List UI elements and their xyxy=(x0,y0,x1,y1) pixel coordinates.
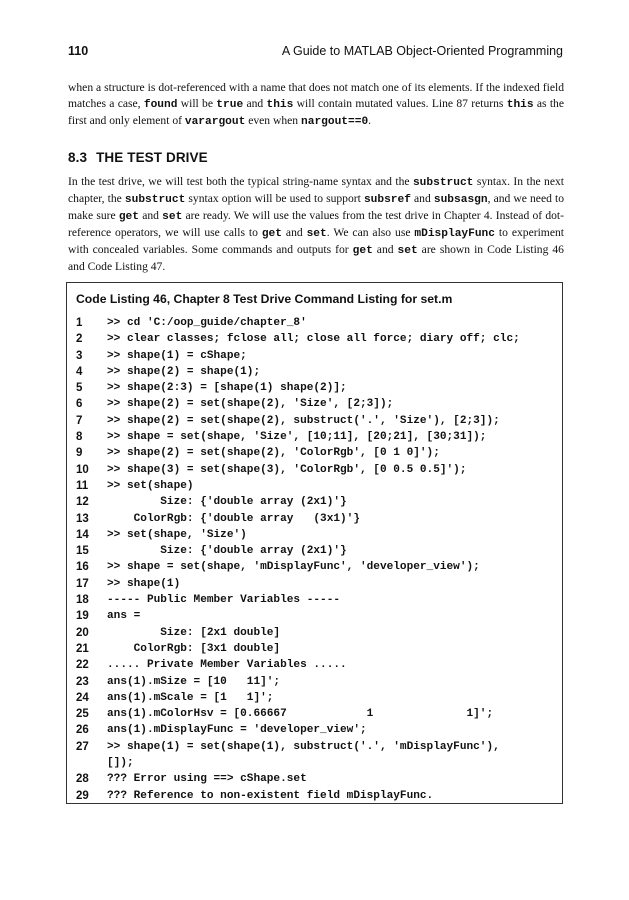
line-number: 11 xyxy=(76,479,89,492)
line-number: 15 xyxy=(76,545,89,558)
inline-code: true xyxy=(216,99,244,111)
code-text: ColorRgb: {'double array (3x1)'} xyxy=(107,512,360,525)
code-line xyxy=(76,348,558,364)
line-number: 18 xyxy=(76,594,89,607)
line-number: 27 xyxy=(76,740,89,753)
inline-code: get xyxy=(118,211,139,223)
code-line xyxy=(76,364,558,380)
code-listing-title: Code Listing 46, Chapter 8 Test Drive Command Listing for set.m xyxy=(76,292,453,306)
paragraph-text: . xyxy=(368,114,372,127)
code-line xyxy=(76,511,558,527)
paragraph-text: and xyxy=(243,97,267,110)
code-text: >> cd 'C:/oop_guide/chapter_8' xyxy=(107,317,307,329)
line-number: 20 xyxy=(76,626,89,639)
code-text: >> shape(2) = set(shape(2), 'Size', [2;3]); xyxy=(107,398,394,411)
paragraph-text: will contain mutated values. Line 87 returns xyxy=(293,97,507,110)
code-text: ??? Reference to non-existent field mDisplayFunc. xyxy=(107,789,434,802)
code-text: ??? Error using ==> cShape.set xyxy=(107,773,307,786)
inline-code: this xyxy=(506,99,534,111)
code-text: Size: {'double array (2x1)'} xyxy=(107,496,347,509)
code-text: >> shape(1) = cShape; xyxy=(107,349,247,362)
line-number: 19 xyxy=(76,610,89,623)
line-number: 6 xyxy=(76,398,83,411)
code-text: Size: {'double array (2x1)'} xyxy=(107,545,347,558)
intro-paragraph xyxy=(68,80,564,130)
page-header xyxy=(68,44,563,62)
section-heading xyxy=(68,150,208,165)
line-number: 12 xyxy=(76,496,89,509)
code-line xyxy=(76,413,558,429)
paragraph-text: are ready. We will use the values from the test drive in Chapter 4. Instead of dot-reference operators, we will use calls to xyxy=(68,209,564,239)
code-line xyxy=(76,771,558,787)
line-number: 28 xyxy=(76,773,89,786)
code-line xyxy=(76,788,558,804)
body-paragraph xyxy=(68,174,564,275)
code-text: ..... Private Member Variables ..... xyxy=(107,659,347,672)
code-line xyxy=(76,690,558,706)
code-text: >> shape = set(shape, 'mDisplayFunc', 'developer_view'); xyxy=(107,561,480,574)
code-text: >> shape(3) = set(shape(3), 'ColorRgb', [0 0.5 0.5]'); xyxy=(107,463,467,476)
section-number: 8.3 xyxy=(68,150,88,165)
paragraph-text: syntax. In the next chapter, the xyxy=(68,175,565,205)
line-number: 22 xyxy=(76,659,89,672)
inline-code: set xyxy=(306,228,327,240)
paragraph-text: and xyxy=(282,226,307,239)
line-number: 5 xyxy=(76,382,83,395)
line-number: 1 xyxy=(76,317,83,329)
running-title: A Guide to MATLAB Object-Oriented Programming xyxy=(281,44,563,58)
code-line xyxy=(76,462,558,478)
inline-code: varargout xyxy=(184,116,246,128)
line-number: 29 xyxy=(76,789,89,802)
code-text: >> set(shape) xyxy=(107,479,194,492)
line-number: 13 xyxy=(76,512,89,525)
code-text: ans(1).mSize = [10 11]'; xyxy=(107,675,281,688)
inline-code: nargout==0 xyxy=(301,116,369,128)
code-line xyxy=(76,315,558,331)
code-text: >> shape(2:3) = [shape(1) shape(2)]; xyxy=(107,382,347,395)
line-number: 4 xyxy=(76,365,83,378)
line-number: 7 xyxy=(76,414,83,427)
inline-code: found xyxy=(143,99,178,111)
code-line xyxy=(76,380,558,396)
code-line xyxy=(76,657,558,673)
paragraph-text: will be xyxy=(177,97,217,110)
paragraph-text: and xyxy=(410,192,434,205)
paragraph-text: even when xyxy=(245,114,302,127)
code-text: ----- Public Member Variables ----- xyxy=(107,594,341,607)
code-text: ans(1).mDisplayFunc = 'developer_view'; xyxy=(107,724,367,737)
line-number: 9 xyxy=(76,447,83,460)
page-number: 110 xyxy=(68,44,89,58)
line-number: 10 xyxy=(76,463,89,476)
paragraph-text: In the test drive, we will test both the typical string-name syntax and the xyxy=(68,175,413,188)
code-line xyxy=(76,543,558,559)
paragraph-text: , and we need to make sure xyxy=(68,192,564,222)
inline-code: set xyxy=(162,211,183,223)
inline-code: set xyxy=(397,245,418,257)
code-line xyxy=(76,396,558,412)
code-text: >> set(shape, 'Size') xyxy=(107,528,247,541)
inline-code: get xyxy=(261,228,282,240)
line-number: 2 xyxy=(76,333,83,346)
line-number: 3 xyxy=(76,349,83,362)
paragraph-text: when a structure is dot-referenced with a name that does not match one of its elements. If the indexed field matches a case, xyxy=(68,81,564,110)
code-text: >> shape(2) = set(shape(2), 'ColorRgb', [0 1 0]'); xyxy=(107,447,440,460)
inline-code: get xyxy=(352,245,373,257)
code-line xyxy=(76,722,558,738)
code-line xyxy=(76,559,558,575)
paragraph-text: and xyxy=(372,243,398,256)
inline-code: substruct xyxy=(124,194,186,206)
line-number: 26 xyxy=(76,724,89,737)
code-text: ans = xyxy=(107,610,141,623)
code-text: >> shape(1) = set(shape(1), substruct('.', 'mDisplayFunc'), []); xyxy=(107,740,500,770)
code-listing-box xyxy=(66,282,563,804)
code-text: ans(1).mColorHsv = [0.66667 1 1]'; xyxy=(107,708,494,721)
paragraph-text: . We can also use xyxy=(326,226,415,239)
code-line xyxy=(76,706,558,722)
paragraph-text: are shown in Code Listing 46 and Code Listing 47. xyxy=(68,243,564,273)
inline-code: substruct xyxy=(412,177,474,189)
code-line xyxy=(76,478,558,494)
code-line xyxy=(76,625,558,641)
paragraph-text: to experiment with concealed variables. Some commands and outputs for xyxy=(68,226,564,256)
code-line xyxy=(76,674,558,690)
code-line xyxy=(76,641,558,657)
code-text: ans(1).mScale = [1 1]'; xyxy=(107,691,274,704)
code-lines xyxy=(76,315,558,804)
code-text: ColorRgb: [3x1 double] xyxy=(107,642,281,655)
paragraph-text: and xyxy=(139,209,163,222)
code-line xyxy=(76,592,558,608)
paragraph-text: as the first and only element of xyxy=(68,97,564,127)
code-line xyxy=(76,608,558,624)
line-number: 17 xyxy=(76,577,89,590)
code-line xyxy=(76,331,558,347)
line-number: 21 xyxy=(76,642,89,655)
code-text: >> shape = set(shape, 'Size', [10;11], [20;21], [30;31]); xyxy=(107,431,487,444)
line-number: 16 xyxy=(76,561,89,574)
paragraph-text: syntax option will be used to support xyxy=(185,192,364,205)
inline-code: this xyxy=(266,99,294,111)
line-number: 24 xyxy=(76,691,89,704)
code-text: Size: [2x1 double] xyxy=(107,626,281,639)
code-text: >> shape(2) = shape(1); xyxy=(107,365,261,378)
line-number: 23 xyxy=(76,675,89,688)
inline-code: subsasgn xyxy=(433,194,488,206)
inline-code: mDisplayFunc xyxy=(414,228,495,240)
code-text: >> shape(1) xyxy=(107,577,181,590)
code-line xyxy=(76,576,558,592)
line-number: 8 xyxy=(76,431,83,444)
line-number: 14 xyxy=(76,528,89,541)
code-line xyxy=(76,429,558,445)
section-title: THE TEST DRIVE xyxy=(96,150,208,165)
code-line xyxy=(76,527,558,543)
line-number: 25 xyxy=(76,708,89,721)
code-line xyxy=(76,445,558,461)
code-text: >> shape(2) = set(shape(2), substruct('.', 'Size'), [2;3]); xyxy=(107,414,500,427)
code-line xyxy=(76,739,558,772)
code-line xyxy=(76,494,558,510)
inline-code: subsref xyxy=(363,194,411,206)
code-text: >> clear classes; fclose all; close all force; diary off; clc; xyxy=(107,333,520,346)
